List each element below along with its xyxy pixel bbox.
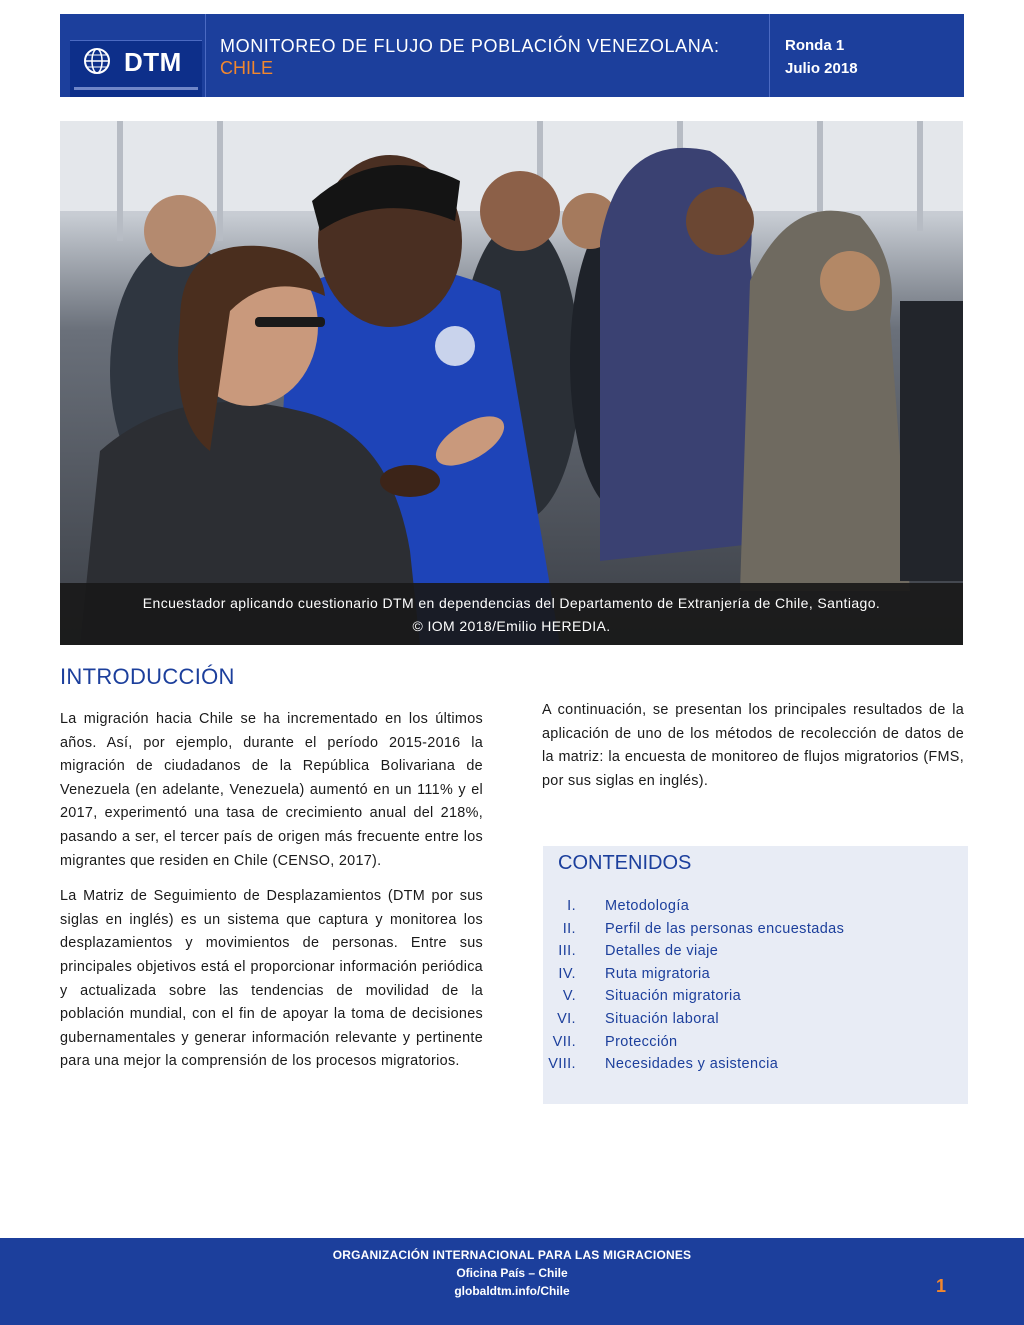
page-number: 1	[936, 1276, 947, 1296]
toc-link[interactable]: Metodología	[605, 898, 690, 914]
photo-illustration	[60, 121, 963, 645]
toc-number: I.	[567, 898, 576, 914]
toc-item[interactable]	[543, 921, 968, 944]
toc-number: II.	[562, 920, 576, 937]
iom-globe-icon	[82, 46, 112, 76]
logo-tagline-bar	[74, 87, 198, 90]
cover-photo	[60, 121, 963, 645]
logo-text: DTM	[124, 47, 182, 77]
toc-number: V.	[562, 988, 576, 1005]
page-footer	[0, 1238, 1024, 1325]
intro-paragraph: La Matriz de Seguimiento de Desplazamientos (DTM por sus siglas en inglés) es un sistema que captura y monitorea los desplazamientos y movimientos de personas. Entre sus principales objetivos está el proporcionar información periódica y actualizada sobre las tendencias de movilidad de la población mundial, con el fin de apoyar la toma de decisiones gubernamentales y generar información relevante y pertinente para una mejor la comprensión de los procesos migratorios.	[60, 888, 483, 1070]
report-date: Julio 2018	[785, 60, 858, 77]
report-title: MONITOREO DE FLUJO DE POBLACIÓN VENEZOLANA:	[220, 36, 720, 56]
toc-number: VI.	[557, 1010, 576, 1027]
toc-link[interactable]: Protección	[605, 1033, 678, 1050]
toc-item[interactable]	[543, 1056, 968, 1079]
intro-paragraph: A continuación, se presentan los principales resultados de la aplicación de uno de los métodos de recolección de datos de la matriz: la encuesta de monitoreo de flujos migratorios (FMS, por sus siglas en inglés).	[542, 702, 964, 789]
header-divider	[769, 14, 770, 97]
photo-caption	[60, 583, 963, 645]
intro-heading: INTRODUCCIÓN	[60, 664, 235, 689]
footer-url[interactable]: globaldtm.info/Chile	[454, 1284, 570, 1298]
intro-right-column	[542, 699, 964, 805]
intro-left-column	[60, 708, 483, 1086]
toc-link[interactable]: Detalles de viaje	[605, 943, 719, 960]
contents-list	[543, 898, 968, 1079]
contents-box	[543, 846, 968, 1104]
toc-link[interactable]: Situación laboral	[605, 1010, 720, 1027]
toc-item[interactable]	[543, 898, 968, 921]
intro-paragraph: La migración hacia Chile se ha incrementado en los últimos años. Así, por ejemplo, durante el período 2015-2016 la migración de ciudadanos de la República Bolivariana de Venezuela (en adelante, Venezuela) aumentó en un 111% y el 2017, experimentó una tasa de crecimiento anual del 218%, pasando a ser, el tercer país de origen más frecuente entre los migrantes que residen en Chile (CENSO, 2017).	[60, 711, 483, 869]
footer-office: Oficina País – Chile	[456, 1266, 568, 1280]
toc-number: VIII.	[548, 1056, 576, 1073]
toc-number: VII.	[552, 1033, 576, 1050]
report-header	[60, 14, 964, 97]
toc-number: III.	[558, 943, 576, 960]
footer-org: ORGANIZACIÓN INTERNACIONAL PARA LAS MIGRACIONES	[332, 1248, 692, 1262]
report-country: CHILE	[220, 58, 274, 78]
toc-link[interactable]: Situación migratoria	[605, 988, 742, 1005]
toc-link[interactable]: Perfil de las personas encuestadas	[605, 920, 845, 937]
toc-item[interactable]	[543, 988, 968, 1011]
dtm-logo	[70, 40, 202, 97]
caption-text: Encuestador aplicando cuestionario DTM en dependencias del Departamento de Extranjería de Chile, Santiago.	[142, 595, 881, 611]
report-round: Ronda 1	[785, 37, 845, 54]
caption-credit: © IOM 2018/Emilio HEREDIA.	[412, 618, 611, 634]
contents-heading: CONTENIDOS	[558, 852, 692, 874]
toc-item[interactable]	[543, 943, 968, 966]
toc-link[interactable]: Ruta migratoria	[605, 965, 711, 982]
toc-item[interactable]	[543, 1011, 968, 1034]
toc-number: IV.	[558, 965, 576, 982]
header-divider	[205, 14, 206, 97]
toc-item[interactable]	[543, 1034, 968, 1057]
toc-link[interactable]: Necesidades y asistencia	[605, 1056, 779, 1073]
toc-item[interactable]	[543, 966, 968, 989]
